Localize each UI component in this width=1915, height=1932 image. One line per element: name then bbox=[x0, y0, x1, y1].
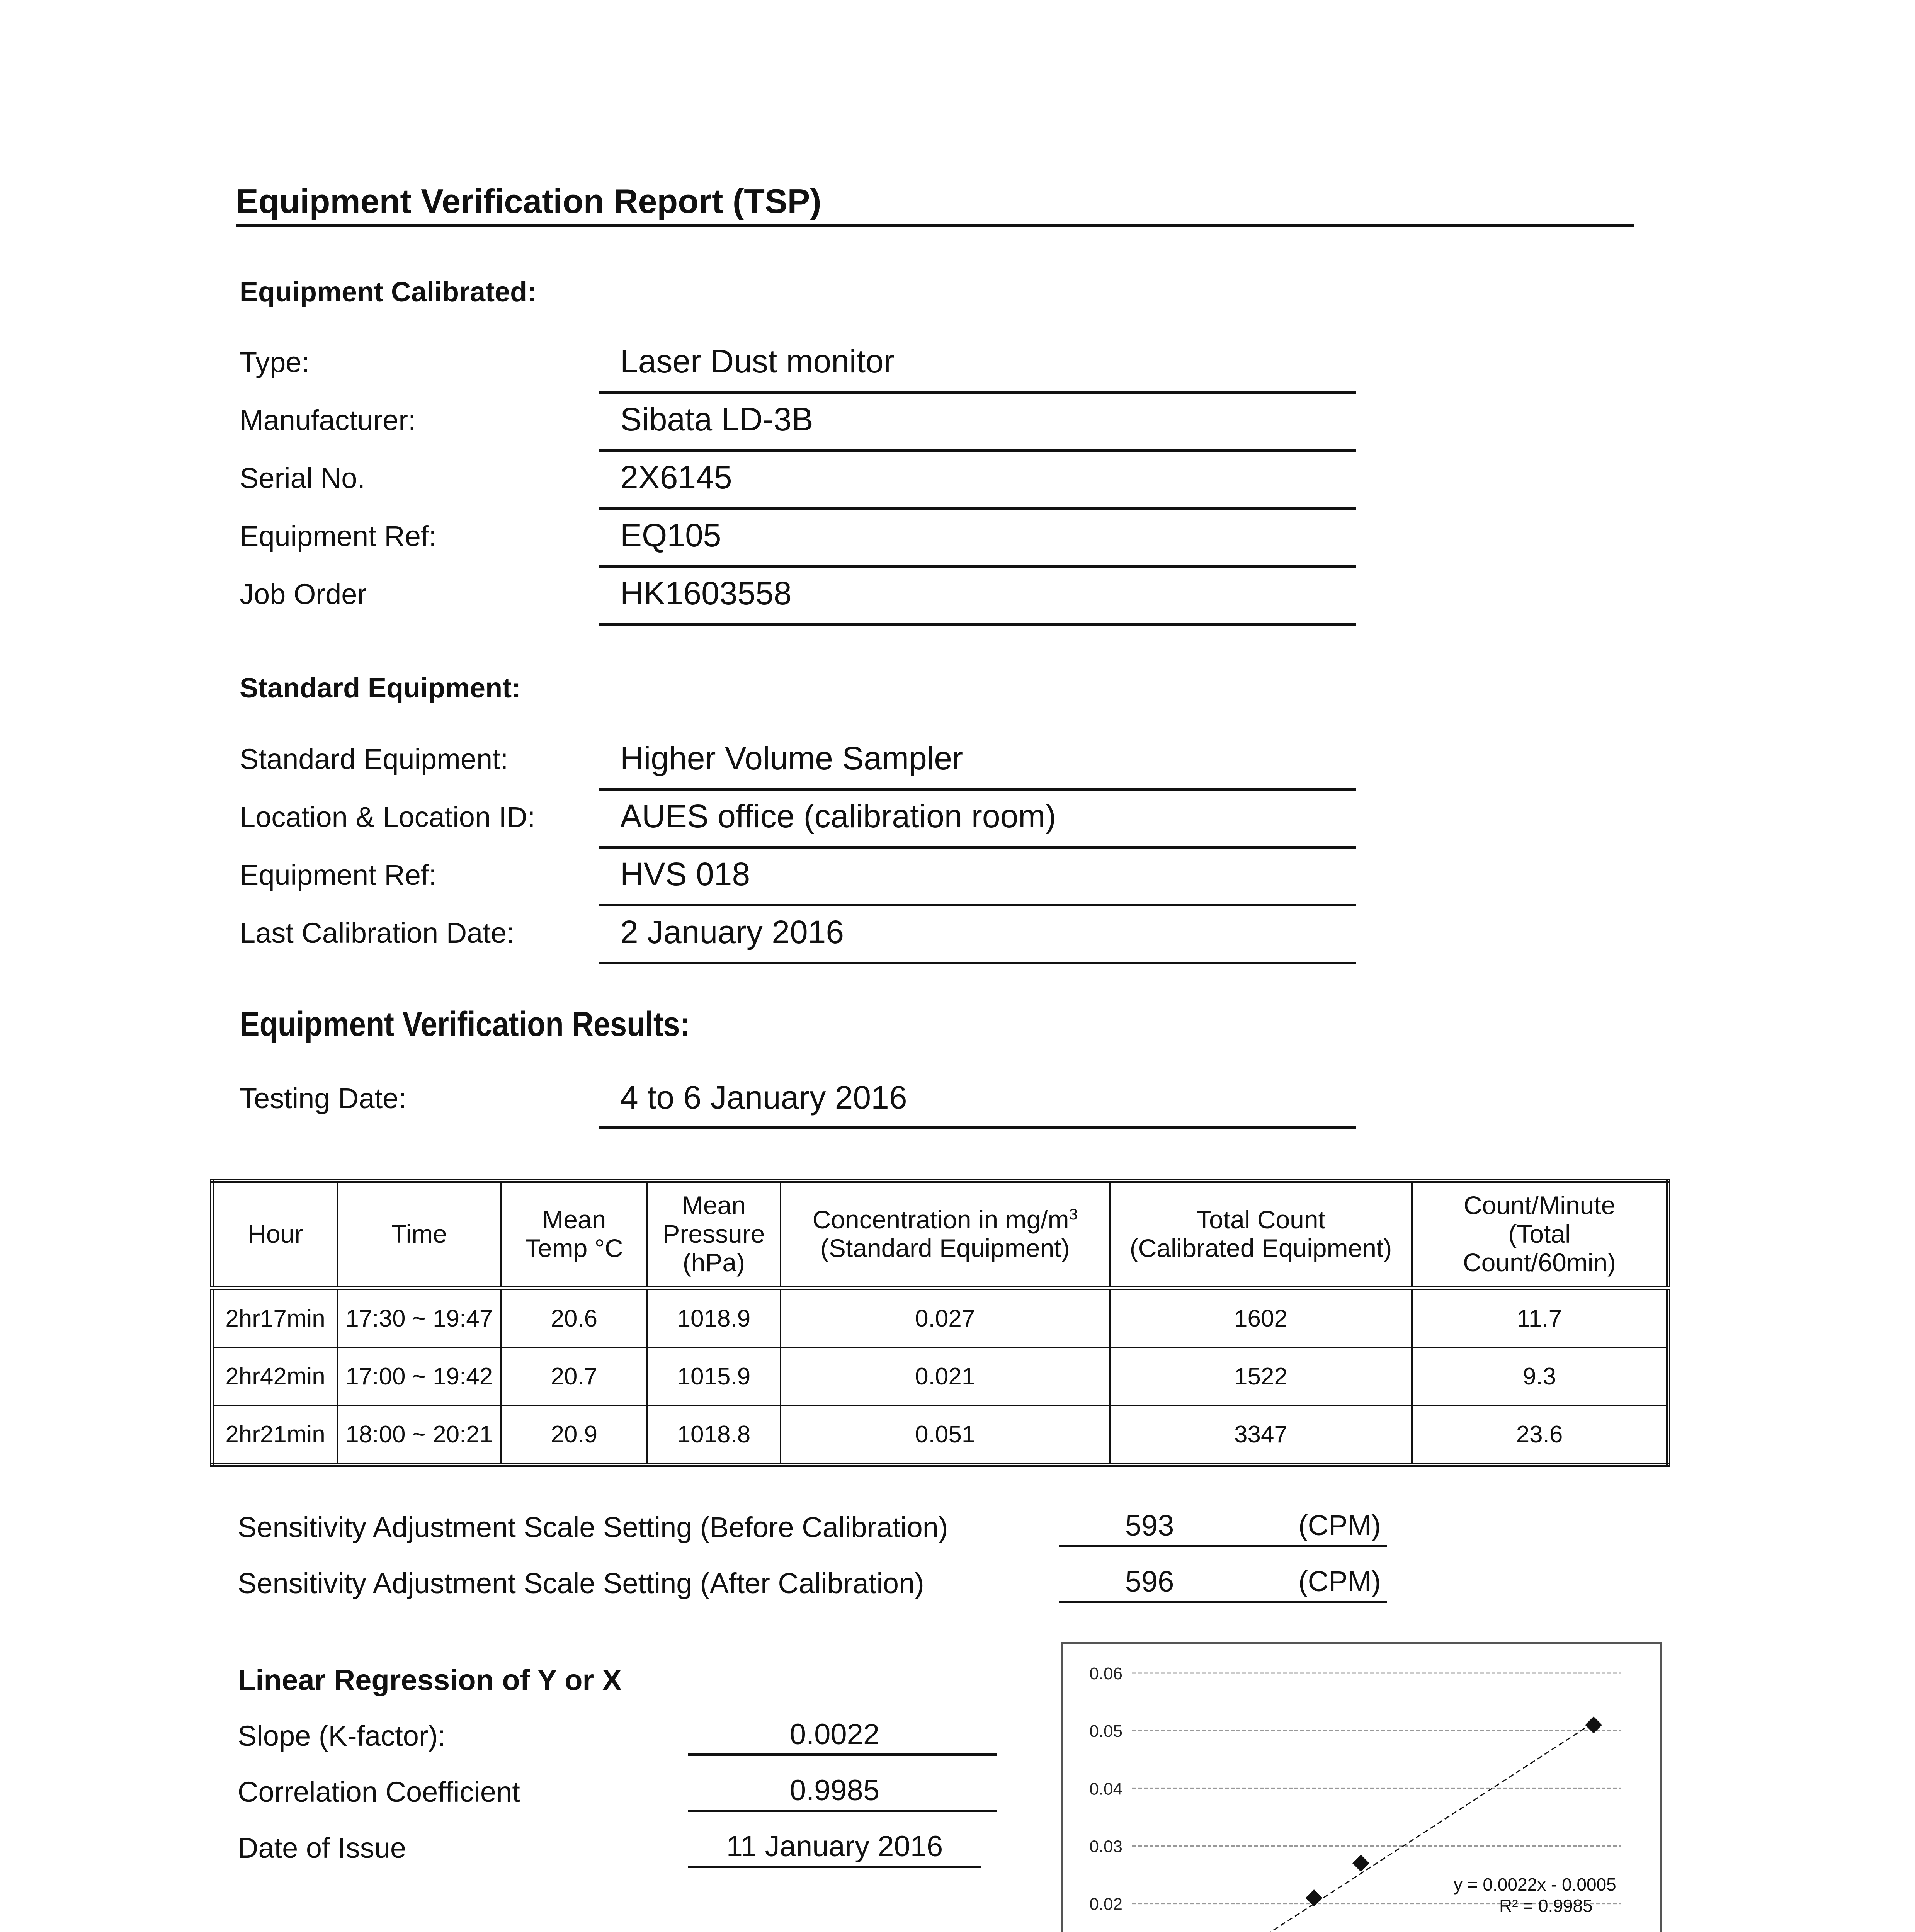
unit-sensitivity-before: (CPM) bbox=[1298, 1509, 1381, 1541]
value-location: AUES office (calibration room) bbox=[620, 798, 1056, 834]
header-mean-temp: Mean Temp °C bbox=[501, 1181, 647, 1288]
label-testing-date: Testing Date: bbox=[240, 1082, 406, 1114]
value-slope: 0.0022 bbox=[789, 1718, 880, 1751]
chart-y-tick-label: 0.02 bbox=[1089, 1895, 1122, 1914]
underline bbox=[599, 449, 1356, 452]
value-type: Laser Dust monitor bbox=[620, 343, 895, 379]
table-row bbox=[212, 1347, 1668, 1405]
label-sensitivity-after: Sensitivity Adjustment Scale Setting (After Calibration) bbox=[238, 1567, 924, 1599]
results-table bbox=[210, 1179, 1670, 1467]
chart-y-tick-label: 0.04 bbox=[1089, 1779, 1122, 1799]
cell-pressure: 1018.9 bbox=[647, 1288, 781, 1347]
cell-temp: 20.9 bbox=[501, 1405, 647, 1465]
underline bbox=[1059, 1601, 1387, 1603]
label-standard-equipment: Standard Equipment: bbox=[240, 743, 509, 775]
chart-y-tick-label: 0.03 bbox=[1089, 1837, 1122, 1856]
value-last-calibration-date: 2 January 2016 bbox=[620, 914, 844, 950]
cell-pressure: 1015.9 bbox=[647, 1347, 781, 1405]
label-slope: Slope (K-factor): bbox=[238, 1720, 446, 1752]
value-job-order: HK1603558 bbox=[620, 575, 792, 611]
label-serial-no: Serial No. bbox=[240, 462, 365, 494]
value-correlation-coefficient: 0.9985 bbox=[789, 1774, 880, 1807]
cell-count-per-minute: 23.6 bbox=[1412, 1405, 1668, 1465]
header-mean-pressure: Mean Pressure (hPa) bbox=[647, 1181, 781, 1288]
cell-time: 18:00 ~ 20:21 bbox=[337, 1405, 501, 1465]
regression-chart bbox=[1061, 1642, 1662, 1932]
cell-count-per-minute: 9.3 bbox=[1412, 1347, 1668, 1405]
header-concentration: Concentration in $mg/m^3$ (Standard Equipment) bbox=[781, 1181, 1110, 1288]
underline bbox=[688, 1810, 997, 1812]
cell-time: 17:30 ~ 19:47 bbox=[337, 1288, 501, 1347]
underline bbox=[688, 1753, 997, 1756]
header-hour: Hour bbox=[212, 1181, 338, 1288]
table-header-row bbox=[212, 1181, 1668, 1288]
cell-temp: 20.6 bbox=[501, 1288, 647, 1347]
table-row bbox=[212, 1405, 1668, 1465]
underline bbox=[599, 846, 1356, 849]
underline bbox=[599, 623, 1356, 626]
underline bbox=[599, 391, 1356, 394]
label-correlation-coefficient: Correlation Coefficient bbox=[238, 1776, 520, 1808]
cell-concentration: 0.027 bbox=[781, 1288, 1110, 1347]
cell-time: 17:00 ~ 19:42 bbox=[337, 1347, 501, 1405]
label-location: Location & Location ID: bbox=[240, 801, 536, 833]
section-heading-linear-regression: Linear Regression of Y or X bbox=[238, 1664, 622, 1697]
value-serial-no: 2X6145 bbox=[620, 459, 732, 495]
chart-y-tick-label: 0.06 bbox=[1089, 1664, 1122, 1683]
value-sensitivity-before: 593 bbox=[1125, 1509, 1174, 1542]
cell-pressure: 1018.8 bbox=[647, 1405, 781, 1465]
label-date-of-issue: Date of Issue bbox=[238, 1832, 406, 1864]
cell-concentration: 0.021 bbox=[781, 1347, 1110, 1405]
label-type: Type: bbox=[240, 346, 310, 378]
cell-hour: 2hr17min bbox=[212, 1288, 338, 1347]
value-standard-equipment-ref: HVS 018 bbox=[620, 856, 750, 892]
label-standard-equipment-ref: Equipment Ref: bbox=[240, 859, 437, 891]
underline bbox=[599, 507, 1356, 510]
section-heading-verification-results: Equipment Verification Results: bbox=[240, 1005, 690, 1044]
underline bbox=[599, 962, 1356, 964]
report-title: Equipment Verification Report (TSP) bbox=[236, 182, 1634, 227]
section-heading-standard-equipment: Standard Equipment: bbox=[240, 673, 521, 704]
header-total-count: Total Count (Calibrated Equipment) bbox=[1110, 1181, 1412, 1288]
cell-total-count: 3347 bbox=[1110, 1405, 1412, 1465]
underline bbox=[688, 1866, 981, 1868]
cell-total-count: 1602 bbox=[1110, 1288, 1412, 1347]
value-manufacturer: Sibata LD-3B bbox=[620, 401, 813, 437]
table-row bbox=[212, 1288, 1668, 1347]
label-job-order: Job Order bbox=[240, 578, 367, 610]
cell-concentration: 0.051 bbox=[781, 1405, 1110, 1465]
label-manufacturer: Manufacturer: bbox=[240, 404, 416, 436]
value-equipment-ref: EQ105 bbox=[620, 517, 721, 553]
chart-r-squared: R² = 0.9985 bbox=[1499, 1896, 1593, 1916]
section-heading-equipment-calibrated: Equipment Calibrated: bbox=[240, 277, 537, 308]
value-date-of-issue: 11 January 2016 bbox=[726, 1830, 943, 1863]
chart-equation: y = 0.0022x - 0.0005 bbox=[1454, 1874, 1616, 1895]
header-count-per-minute: Count/Minute (Total Count/60min) bbox=[1412, 1181, 1668, 1288]
header-time: Time bbox=[337, 1181, 501, 1288]
cell-count-per-minute: 11.7 bbox=[1412, 1288, 1668, 1347]
label-sensitivity-before: Sensitivity Adjustment Scale Setting (Before Calibration) bbox=[238, 1511, 948, 1543]
underline bbox=[599, 565, 1356, 568]
cell-total-count: 1522 bbox=[1110, 1347, 1412, 1405]
underline bbox=[599, 788, 1356, 791]
unit-sensitivity-after: (CPM) bbox=[1298, 1565, 1381, 1597]
label-last-calibration-date: Last Calibration Date: bbox=[240, 917, 515, 949]
cell-hour: 2hr42min bbox=[212, 1347, 338, 1405]
underline bbox=[1059, 1545, 1387, 1547]
chart-y-tick-label: 0.05 bbox=[1089, 1722, 1122, 1741]
value-testing-date: 4 to 6 January 2016 bbox=[620, 1079, 907, 1116]
value-sensitivity-after: 596 bbox=[1125, 1565, 1174, 1598]
value-standard-equipment: Higher Volume Sampler bbox=[620, 740, 963, 776]
underline bbox=[599, 1126, 1356, 1129]
label-equipment-ref: Equipment Ref: bbox=[240, 520, 437, 552]
cell-temp: 20.7 bbox=[501, 1347, 647, 1405]
underline bbox=[599, 904, 1356, 906]
cell-hour: 2hr21min bbox=[212, 1405, 338, 1465]
